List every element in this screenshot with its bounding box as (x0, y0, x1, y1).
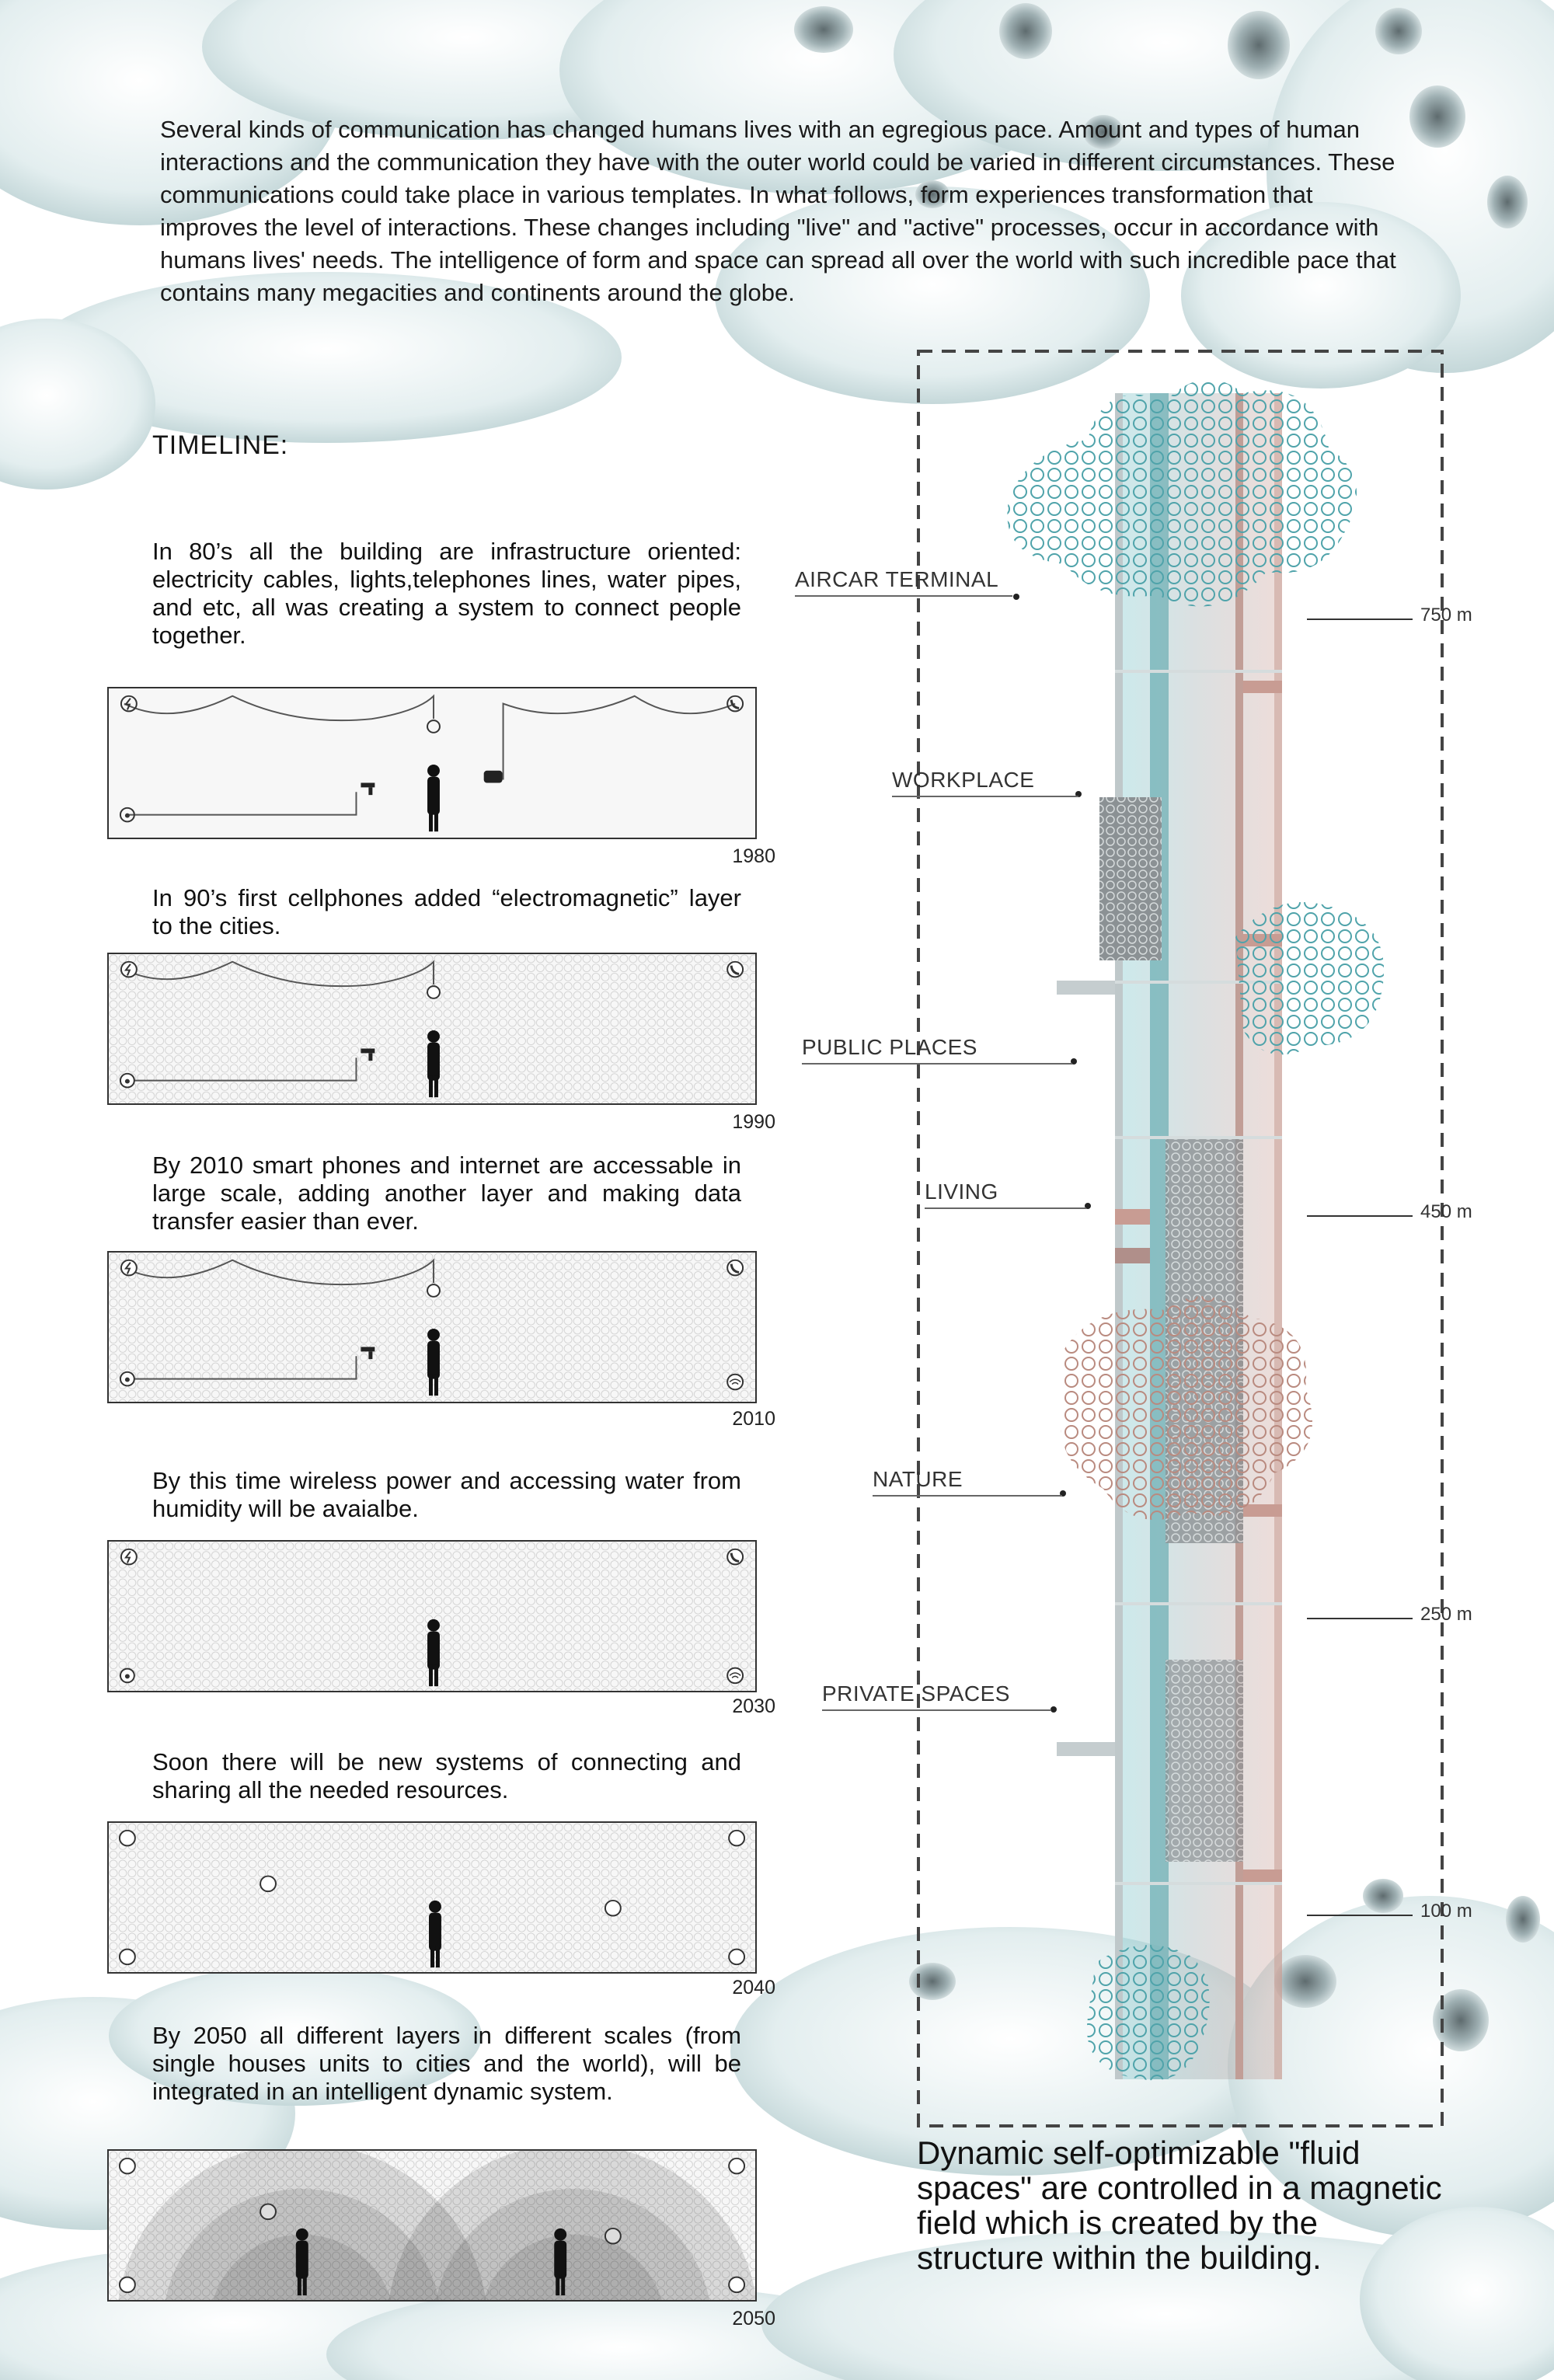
timeline-panel-2050 (107, 2149, 757, 2302)
tower-caption: Dynamic self-optimizable "fluid spaces" are controlled in a magnetic field which is created by the structure within the building. (917, 2134, 1442, 2276)
year-label-1980: 1980 (732, 845, 775, 867)
timeline-text-2040: Soon there will be new systems of connecting and sharing all the needed resources. (152, 1748, 741, 1803)
height-100: 100 m (1420, 1901, 1472, 1922)
height-450: 450 m (1420, 1201, 1472, 1222)
timeline-text-2050: By 2050 all different layers in different scales (from single houses units to cities and the world), will be integrated in an intelligent dynamic system. (152, 2022, 741, 2105)
height-line-750 (1307, 619, 1413, 620)
lightbulb-icon (427, 986, 440, 998)
node-icon (260, 2204, 276, 2220)
wifi-icon (727, 1668, 743, 1684)
node-icon (120, 1831, 135, 1846)
year-label-1990: 1990 (732, 1111, 775, 1133)
water-drop-icon (120, 1074, 134, 1088)
timeline-text-1990: In 90’s first cellphones added “electromagnetic” layer to the cities. (152, 884, 741, 939)
lightning-icon (121, 962, 137, 977)
node-icon (605, 1901, 621, 1916)
timeline-text-2030: By this time wireless power and accessing water from humidity will be avaialbe. (152, 1467, 741, 1522)
timeline-text-1980: In 80’s all the building are infrastructure oriented: electricity cables, lights,telephones lines, water pipes, and etc, all was creating a system to connect people together. (152, 538, 741, 649)
timeline-text-2010: By 2010 smart phones and internet are accessable in large scale, adding another layer and making data transfer easier than ever. (152, 1152, 741, 1235)
year-label-2030: 2030 (732, 1695, 775, 1717)
phone-icon (727, 1260, 743, 1276)
public-places-cluster (1235, 902, 1384, 1054)
height-750: 750 m (1420, 605, 1472, 625)
height-line-450 (1307, 1215, 1413, 1217)
node-icon (729, 1950, 744, 1965)
year-label-2010: 2010 (732, 1408, 775, 1430)
wifi-icon (727, 1375, 743, 1390)
lightning-icon (121, 696, 137, 712)
base-cluster (1087, 1945, 1210, 2080)
workplace-module (1099, 797, 1162, 960)
node-icon (729, 2277, 744, 2293)
person-silhouette (427, 765, 440, 831)
tower-diagram (909, 347, 1445, 2134)
water-drop-icon (120, 1372, 134, 1386)
node-icon (120, 1950, 135, 1965)
phone-icon (727, 962, 743, 977)
aircar-terminal-cluster (1007, 379, 1357, 606)
year-label-2040: 2040 (732, 1977, 775, 1998)
timeline-panel-2010 (107, 1251, 757, 1403)
year-label-2050: 2050 (732, 2308, 775, 2329)
node-icon (605, 2228, 621, 2244)
timeline-panel-2030 (107, 1540, 757, 1692)
phone-icon (727, 1549, 743, 1565)
label-workplace: WORKPLACE (892, 768, 1078, 797)
label-nature: NATURE (873, 1467, 1062, 1497)
lightning-icon (121, 1549, 137, 1565)
lightbulb-icon (427, 720, 440, 733)
phone-icon (727, 696, 743, 712)
telephone-icon (484, 771, 503, 783)
intro-paragraph: Several kinds of communication has changed humans lives with an egregious pace. Amount and types of human interactions and the communication they have with the outer world could be varied in different circumstances. These communications could take place in various templates. In what follows, form experiences transformation that improves the level of interactions. These changes including "live" and "active" processes, occur in accordance with humans lives' needs. The intelligence of form and space can spread all over the world with such incredible pace that contains many megacities and continents around the globe. (160, 116, 1396, 306)
label-private-spaces: PRIVATE SPACES (822, 1681, 1051, 1711)
height-250: 250 m (1420, 1604, 1472, 1625)
label-living: LIVING (925, 1180, 1086, 1209)
timeline-panel-1990 (107, 953, 757, 1105)
timeline-panel-2040 (107, 1821, 757, 1974)
node-icon (729, 1831, 744, 1846)
lightbulb-icon (427, 1284, 440, 1297)
height-line-250 (1307, 1618, 1413, 1619)
node-icon (120, 2159, 135, 2174)
label-aircar-terminal: AIRCAR TERMINAL (795, 567, 1012, 597)
node-icon (120, 2277, 135, 2293)
height-line-100 (1307, 1915, 1413, 1916)
node-icon (260, 1876, 276, 1892)
timeline-panel-1980 (107, 687, 757, 839)
timeline-title: TIMELINE: (152, 430, 289, 460)
lightning-icon (121, 1260, 137, 1276)
node-icon (729, 2159, 744, 2174)
faucet-icon (361, 782, 375, 795)
label-public-places: PUBLIC PLACES (802, 1035, 1072, 1065)
water-drop-icon (120, 1669, 134, 1683)
private-module (1166, 1660, 1243, 1862)
